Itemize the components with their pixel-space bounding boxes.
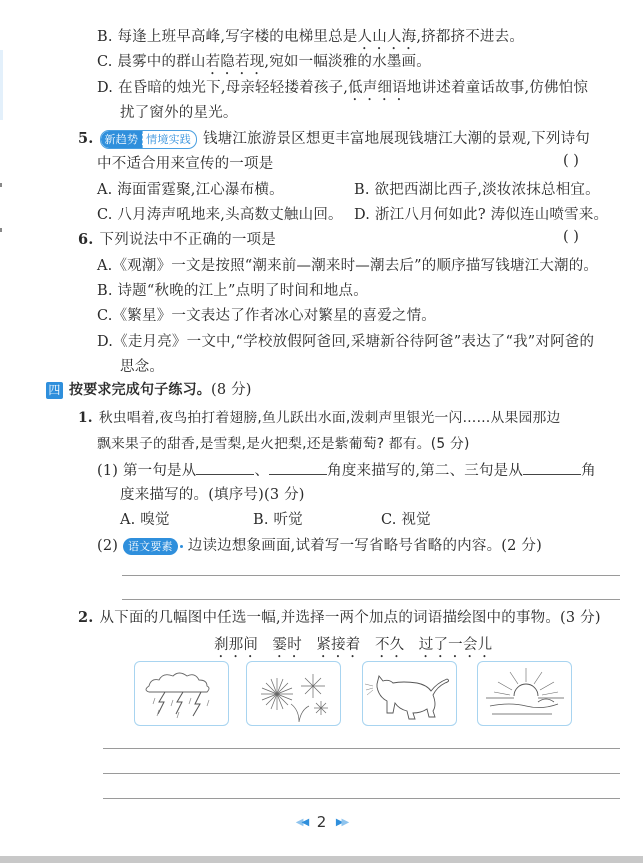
answer-line[interactable] <box>103 798 620 799</box>
s4-question-2-stem: 2. 从下面的几幅图中任选一幅,并选择一两个加点的词语描绘图中的事物。(3 分) <box>78 609 601 626</box>
picture-sunrise[interactable] <box>477 661 572 726</box>
fill-blank[interactable] <box>196 460 254 475</box>
answer-line[interactable] <box>103 773 620 774</box>
q6-option-b: B. 诗题“秋晚的江上”点明了时间和地点。 <box>97 283 368 299</box>
question-5-stem: 5. 新趋势 情境实践 钱塘江旅游景区想更丰富地展现钱塘江大潮的景观,下列诗句 <box>78 130 590 147</box>
subquestion-2: (2) 语文要素 边读边想象画面,试着写一写省略号省略的内容。(2 分) <box>97 538 542 554</box>
q5-option-a: A. 海面雷霆聚,江心瀑布横。 <box>97 182 284 198</box>
page-bottom-border <box>0 856 643 863</box>
answer-blank[interactable]: ( ) <box>563 229 579 245</box>
next-arrow-light-icon: ▶ <box>341 817 348 828</box>
option-d-continued: 扰了窗外的星光。 <box>120 105 238 121</box>
page-footer <box>0 813 643 831</box>
word-option: 霎时 <box>272 637 302 653</box>
tag-dot-icon <box>180 545 183 548</box>
q6-option-c: C.《繁星》一文表达了作者冰心对繁星的喜爱之情。 <box>97 308 436 324</box>
prev-arrow-icon: ◀ <box>301 817 308 828</box>
answer-line[interactable] <box>122 599 620 600</box>
fireworks-icon <box>247 662 340 725</box>
language-element-tag: 语文要素 <box>123 538 178 555</box>
option-b: B. 每逢上班早高峰,写字楼的电梯里总是人山人海,挤都挤不进去。 <box>97 29 525 45</box>
answer-blank[interactable]: ( ) <box>563 153 579 169</box>
section-number-icon: 四 <box>46 382 63 399</box>
word-option: 过了一会儿 <box>418 637 493 653</box>
picture-fireworks[interactable] <box>246 661 341 726</box>
s4-question-1-stem: 1. 秋虫唱着,夜鸟拍打着翅膀,鱼儿跃出水面,泼刺声里银光一闪……从果园那边 <box>78 410 561 426</box>
emphasized-phrase: 人山人海 <box>357 29 417 45</box>
subquestion-1: (1) 第一句是从 、 角度来描写的,第二、三句是从 角 <box>97 460 596 481</box>
thunderstorm-icon <box>135 662 228 725</box>
q5-option-b: B. 欲把西湖比西子,淡妆浓抹总相宜。 <box>354 182 600 198</box>
s4-question-1-stem-cont: 飘来果子的甜香,是雪梨,是火把梨,还是紫葡萄? 都有。(5 分) <box>97 436 470 452</box>
fill-blank[interactable] <box>523 460 581 475</box>
question-5-stem-cont: 中不适合用来宣传的一项是 <box>97 156 274 172</box>
word-option: 刹那间 <box>214 637 259 653</box>
picture-thunderstorm[interactable] <box>134 661 229 726</box>
section-4-header <box>46 380 252 400</box>
word-option: 紧接着 <box>316 637 361 653</box>
page-number: 2 <box>316 813 327 831</box>
fill-blank[interactable] <box>269 460 327 475</box>
cat-icon <box>363 662 456 725</box>
option-c: C. 晨雾中的群山若隐若现,宛如一幅淡雅的水墨画。 <box>97 54 431 70</box>
edge-tick <box>0 183 2 187</box>
q5-option-c: C. 八月涛声吼地来,头高数丈触山回。 <box>97 207 343 223</box>
page-edge-marker <box>0 50 3 120</box>
question-6-stem: 6. 下列说法中不正确的一项是 <box>78 231 276 248</box>
choice-c: C. 视觉 <box>381 512 431 528</box>
edge-tick <box>0 228 2 232</box>
answer-line[interactable] <box>122 575 620 576</box>
section-title: 按要求完成句子练习。 <box>69 382 211 398</box>
sunrise-icon <box>478 662 571 725</box>
emphasized-phrase: 若隐若现 <box>205 54 265 70</box>
q5-option-d: D. 浙江八月何如此? 涛似连山喷雪来。 <box>354 207 609 223</box>
trend-tag: 新趋势 情境实践 <box>100 130 197 149</box>
q6-option-d-continued: 思念。 <box>120 359 165 375</box>
subquestion-1-cont: 度来描写的。(填序号)(3 分) <box>120 487 305 503</box>
choice-b: B. 听觉 <box>253 512 303 528</box>
prev-arrow-light-icon: ◀ <box>295 817 302 828</box>
word-option: 不久 <box>374 637 405 653</box>
answer-line[interactable] <box>103 748 620 749</box>
option-d: D. 在昏暗的烛光下,母亲轻轻搂着孩子,低声细语地讲述着童话故事,仿佛怕惊 <box>97 80 589 96</box>
q6-option-a: A.《观潮》一文是按照“潮来前—潮来时—潮去后”的顺序描写钱塘江大潮的。 <box>97 258 599 274</box>
section-score: (8 分) <box>211 382 252 398</box>
q6-option-d: D.《走月亮》一文中,“学校放假阿爸回,采塘新谷待阿爸”表达了“我”对阿爸的 <box>97 334 595 350</box>
next-arrow-icon: ▶ <box>335 817 342 828</box>
picture-cat[interactable] <box>362 661 457 726</box>
choice-a: A. 嗅觉 <box>120 512 170 528</box>
emphasized-phrase: 低声细语 <box>348 80 407 96</box>
word-bank <box>214 635 492 661</box>
question-number: 5. <box>78 130 94 147</box>
